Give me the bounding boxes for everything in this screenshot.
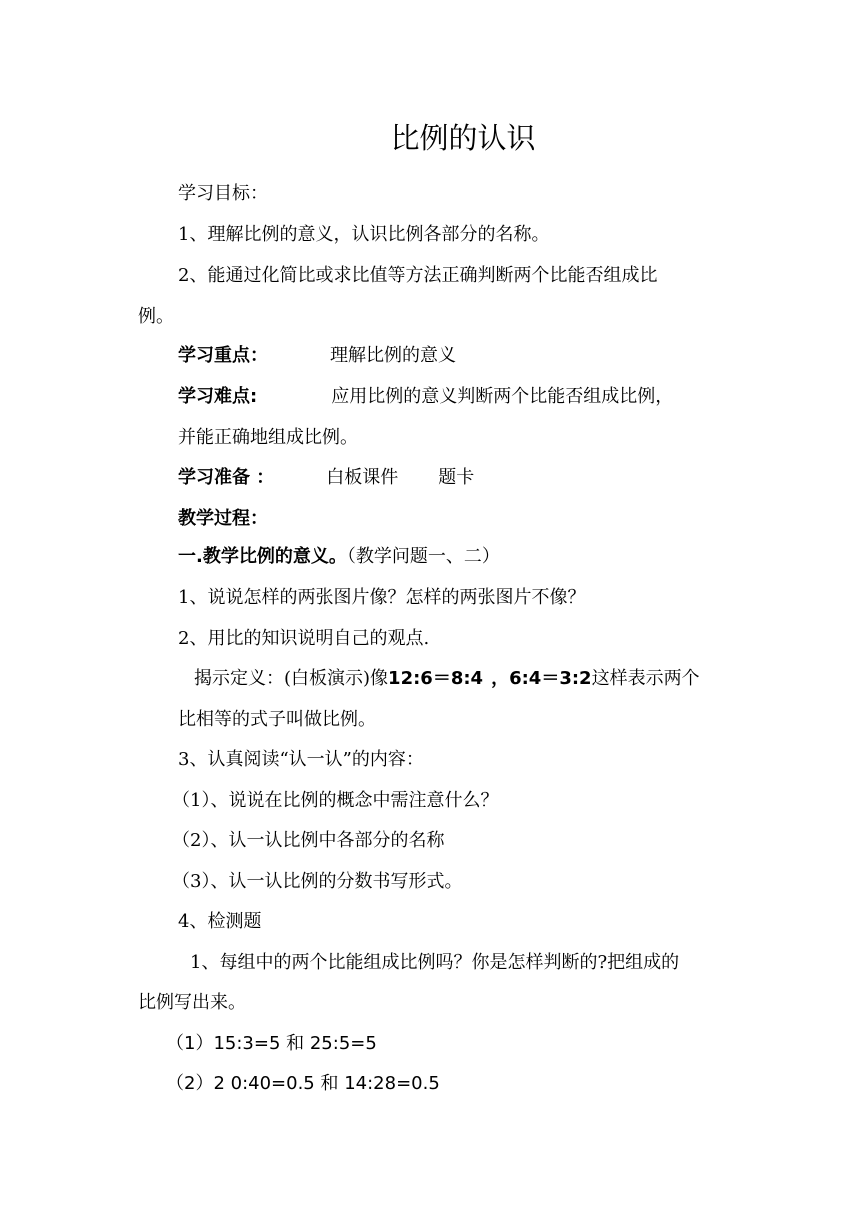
key-points-text: 理解比例的意义 [330, 345, 456, 366]
process-label: 教学过程： [178, 508, 268, 529]
preparation-item-2: 题卡 [438, 467, 475, 488]
exercise-1-item-2: （2）2 0:40=0.5 和 14:28=0.5 [166, 1073, 440, 1094]
definition-line1 [194, 666, 700, 692]
difficulty-text: 应用比例的意义判断两个比能否组成比例， [331, 386, 674, 407]
document-title: 比例的认识 [390, 121, 536, 155]
section-1-heading: 一.教学比例的意义。 [178, 546, 347, 567]
step-2: 2、用比的知识说明自己的观点. [178, 628, 430, 649]
preparation-row [178, 465, 474, 491]
definition-line2: 比相等的式子叫做比例。 [178, 709, 376, 730]
exercise-1-line2: 比例写出来。 [138, 992, 246, 1013]
preparation-label: 学习准备 ： [178, 467, 275, 488]
definition-separator: ， [491, 668, 510, 689]
exercise-1-item-1: （1）15:3=5 和 25:5=5 [166, 1033, 377, 1054]
difficulty-text-line2: 并能正确地组成比例。 [178, 427, 358, 448]
step-3-sub-2: （2）、认一认比例中各部分的名称 [172, 830, 445, 851]
difficulty-label: 学习难点: [178, 386, 258, 407]
objective-2-line1: 2、能通过化简比或求比值等方法正确判断两个比能否组成比 [178, 265, 658, 286]
step-1: 1、说说怎样的两张图片像？怎样的两张图片不像？ [178, 587, 586, 608]
definition-prefix: 揭示定义：(白板演示)像 [194, 668, 389, 689]
exercise-1-line1: 1、每组中的两个比能组成比例吗？你是怎样判断的?把组成的 [190, 952, 680, 973]
section-1-note: （教学问题一、二） [346, 546, 500, 567]
step-3-sub-3: （3）、认一认比例的分数书写形式。 [172, 871, 463, 892]
key-points-label: 学习重点： [178, 345, 268, 366]
step-3-sub-1: （1）、说说在比例的概念中需注意什么？ [172, 790, 499, 811]
preparation-item-1: 白板课件 [326, 467, 399, 488]
objective-2-line2: 例。 [138, 306, 174, 327]
section-1-heading-row [178, 544, 500, 570]
objective-1: 1、理解比例的意义，认识比例各部分的名称。 [178, 224, 550, 245]
objectives-label: 学习目标： [178, 183, 268, 204]
step-3: 3、认真阅读“认一认”的内容： [178, 749, 424, 770]
step-4: 4、检测题 [178, 911, 262, 932]
definition-suffix: 这样表示两个 [591, 668, 700, 689]
difficulty-row [178, 384, 673, 410]
definition-example-1: 12:6＝8:4 [388, 668, 484, 689]
definition-example-2: 6:4＝3:2 [509, 668, 592, 689]
key-points-row [178, 343, 456, 369]
